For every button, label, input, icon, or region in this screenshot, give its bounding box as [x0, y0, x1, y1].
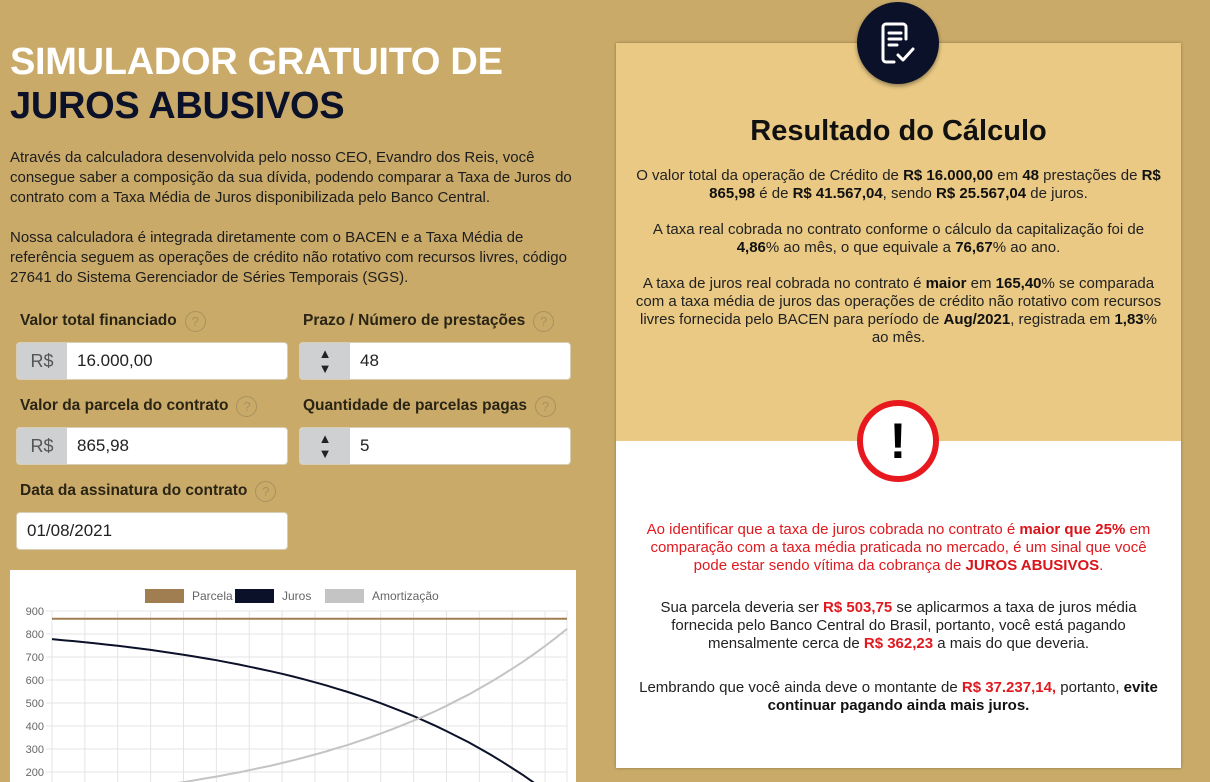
highlight-text: R$ 503,75 [823, 599, 893, 616]
text-segment: se aplicarmos a taxa de juros média fornecida pelo Banco Central do Brasil, portanto, você está pagando mensalmente cerca de [671, 599, 1137, 652]
highlight-text: 76,67 [955, 239, 993, 256]
input-value[interactable]: 16.000,00 [77, 351, 153, 370]
chart-svg [10, 570, 576, 782]
y-tick-label: 200 [25, 767, 44, 779]
input-value[interactable]: 48 [360, 351, 379, 370]
text-segment: , sendo [882, 185, 937, 202]
field-prazo [299, 310, 571, 380]
text-segment: O valor total da operação de Crédito de [636, 167, 904, 184]
field-label: Prazo / Número de prestações [303, 312, 526, 329]
text-segment: em [993, 167, 1023, 184]
highlight-text: 1,83 [1114, 311, 1144, 328]
highlight-text: Aug/2021 [943, 311, 1011, 328]
prazo-input[interactable] [299, 342, 571, 380]
highlight-text: R$ 25.567,04 [936, 185, 1027, 202]
stepper[interactable] [300, 428, 350, 464]
help-icon[interactable]: ? [533, 311, 554, 332]
help-icon[interactable]: ? [236, 396, 257, 417]
field-data-assinatura [16, 480, 288, 550]
text-segment: , registrada em [1010, 311, 1115, 328]
legend-label[interactable]: Parcela [192, 589, 233, 603]
legend-label[interactable]: Juros [282, 589, 312, 603]
text-segment: portanto, [1056, 679, 1124, 696]
y-tick-label: 900 [25, 606, 44, 618]
intro-paragraph: Através da calculadora desenvolvida pelo nosso CEO, Evandro dos Reis, você consegue saber a composição da sua dívida, podendo comparar a Taxa de Juros do contrato com a Taxa Média de Juros disponibilizada pelo Banco Central. [10, 149, 572, 206]
text-segment: . [1099, 557, 1104, 574]
highlight-text: maior [925, 275, 967, 292]
legend-swatch[interactable] [145, 589, 184, 603]
parcela-input[interactable] [16, 427, 288, 465]
input-value[interactable]: 01/08/2021 [27, 521, 113, 540]
text-segment: Ao identificar que a taxa de juros cobrada no contrato é [646, 521, 1020, 538]
text-segment: % se comparada com a taxa média de juros das operações de crédito não rotativo com recursos livres fornecida pelo BACEN para período de [635, 275, 1162, 328]
y-tick-label: 500 [25, 698, 44, 710]
parcelas-pagas-input[interactable] [299, 427, 571, 465]
series-line-amortização [52, 629, 567, 782]
field-parcela [16, 395, 288, 465]
series-line-juros [52, 639, 567, 782]
y-tick-label: 800 [25, 629, 44, 641]
field-label: Valor total financiado [20, 312, 177, 329]
highlight-text: R$ 37.237,14, [961, 679, 1057, 696]
result-paragraph [634, 275, 1163, 347]
data-input[interactable] [16, 512, 288, 550]
input-value[interactable]: 5 [360, 436, 370, 455]
help-icon[interactable]: ? [255, 481, 276, 502]
title-line-2: JUROS ABUSIVOS [10, 85, 345, 127]
field-valor-total [16, 310, 288, 380]
result-paragraph [634, 167, 1163, 203]
text-segment: A taxa real cobrada no contrato conforme o cálculo da capitalização foi de [652, 221, 1145, 238]
intro-section [10, 40, 576, 308]
text-segment: em [966, 275, 996, 292]
highlight-text: JUROS ABUSIVOS [965, 557, 1100, 574]
text-segment: Sua parcela deveria ser [660, 599, 824, 616]
title-line-1: SIMULADOR GRATUITO DE [10, 41, 503, 83]
text-segment: % ao mês. [871, 311, 1157, 346]
page-title [10, 40, 576, 128]
arrow-up-icon[interactable]: ▲ [318, 346, 332, 361]
text-segment: % ao ano. [992, 239, 1061, 256]
text-segment: é de [755, 185, 793, 202]
highlight-text: maior que 25% [1019, 521, 1126, 538]
highlight-text: 165,40 [995, 275, 1042, 292]
text-segment: % ao mês, o que equivale a [765, 239, 956, 256]
valor-total-input[interactable] [16, 342, 288, 380]
highlight-text: evite continuar pagando ainda mais juros. [767, 679, 1158, 714]
chart [10, 570, 576, 782]
field-label: Data da assinatura do contrato [20, 482, 248, 499]
highlight-text: R$ 362,23 [863, 635, 934, 652]
warning-paragraph [634, 521, 1163, 575]
arrow-down-icon[interactable]: ▼ [318, 361, 332, 376]
legend-swatch[interactable] [235, 589, 274, 603]
text-segment: prestações de [1039, 167, 1142, 184]
highlight-text: 48 [1022, 167, 1040, 184]
field-label: Valor da parcela do contrato [20, 397, 229, 414]
warning-icon: ! [857, 400, 939, 482]
result-title: Resultado do Cálculo [750, 115, 1047, 147]
warning-paragraph [634, 679, 1163, 715]
legend-swatch[interactable] [325, 589, 364, 603]
intro-paragraph: Nossa calculadora é integrada diretamente com o BACEN e a Taxa Média de referência seguem as operações de crédito não rotativo com recursos livres, código 27641 do Sistema Gerenciador de Séries Temporais (SGS). [10, 229, 567, 286]
result-card [616, 43, 1181, 768]
y-tick-label: 600 [25, 675, 44, 687]
help-icon[interactable]: ? [185, 311, 206, 332]
text-segment: A taxa de juros real cobrada no contrato é [642, 275, 926, 292]
legend-label[interactable]: Amortização [372, 589, 439, 603]
currency-prefix: R$ [17, 428, 67, 464]
arrow-down-icon[interactable]: ▼ [318, 446, 332, 461]
highlight-text: R$ 41.567,04 [792, 185, 883, 202]
y-tick-label: 400 [25, 721, 44, 733]
text-segment: Lembrando que você ainda deve o montante de [639, 679, 962, 696]
field-label: Quantidade de parcelas pagas [303, 397, 527, 414]
highlight-text: 4,86 [736, 239, 766, 256]
arrow-up-icon[interactable]: ▲ [318, 431, 332, 446]
input-value[interactable]: 865,98 [77, 436, 129, 455]
field-parcelas-pagas [299, 395, 571, 465]
highlight-text: R$ 865,98 [709, 167, 1161, 202]
document-check-icon [857, 2, 939, 84]
result-paragraph [634, 221, 1163, 257]
help-icon[interactable]: ? [535, 396, 556, 417]
highlight-text: R$ 16.000,00 [903, 167, 994, 184]
text-segment: em comparação com a taxa média praticada no mercado, é um sinal que você pode estar sendo vítima da cobrança de [650, 521, 1151, 574]
y-tick-label: 300 [25, 744, 44, 756]
warning-paragraph [634, 599, 1163, 653]
stepper[interactable] [300, 343, 350, 379]
currency-prefix: R$ [17, 343, 67, 379]
y-tick-label: 700 [25, 652, 44, 664]
text-segment: de juros. [1026, 185, 1088, 202]
intro-text [10, 148, 576, 288]
text-segment: a mais do que deveria. [933, 635, 1090, 652]
